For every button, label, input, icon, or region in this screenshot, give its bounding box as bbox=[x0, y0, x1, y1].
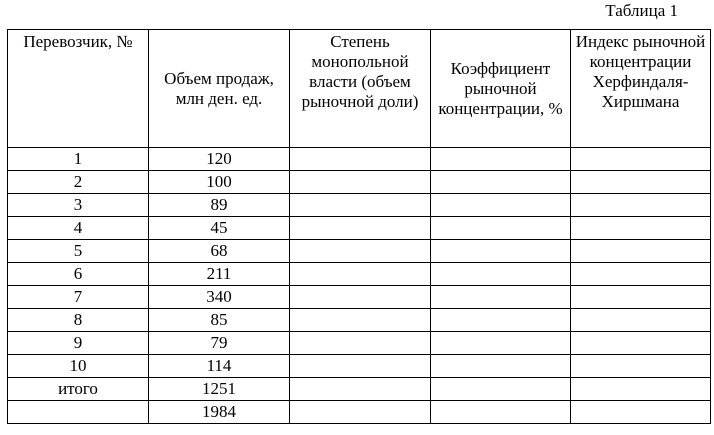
carrier-cell: 6 bbox=[8, 263, 149, 286]
empty-cell bbox=[290, 148, 431, 171]
empty-cell bbox=[571, 148, 711, 171]
empty-cell bbox=[290, 263, 431, 286]
table-row bbox=[8, 148, 711, 171]
empty-cell bbox=[571, 240, 711, 263]
empty-cell bbox=[571, 355, 711, 378]
header-monopoly-power: Степень монопольной власти (объем рыночной доли) bbox=[290, 30, 431, 148]
empty-cell bbox=[290, 171, 431, 194]
table-row bbox=[8, 217, 711, 240]
table-row bbox=[8, 240, 711, 263]
table-row bbox=[8, 286, 711, 309]
empty-cell bbox=[571, 217, 711, 240]
empty-cell bbox=[571, 171, 711, 194]
empty-cell bbox=[290, 286, 431, 309]
carrier-cell: 8 bbox=[8, 309, 149, 332]
market-concentration-table bbox=[7, 29, 711, 424]
table-row bbox=[8, 401, 711, 424]
carrier-cell: 2 bbox=[8, 171, 149, 194]
carrier-cell: 7 bbox=[8, 286, 149, 309]
sales-cell: 68 bbox=[149, 240, 290, 263]
sales-cell: 89 bbox=[149, 194, 290, 217]
empty-cell bbox=[431, 217, 571, 240]
empty-cell bbox=[431, 263, 571, 286]
table-row bbox=[8, 194, 711, 217]
table-caption: Таблица 1 bbox=[605, 1, 678, 20]
empty-cell bbox=[290, 309, 431, 332]
empty-cell bbox=[571, 286, 711, 309]
empty-cell bbox=[571, 401, 711, 424]
empty-cell bbox=[571, 194, 711, 217]
empty-cell bbox=[290, 217, 431, 240]
empty-cell bbox=[431, 286, 571, 309]
sales-cell: 100 bbox=[149, 171, 290, 194]
carrier-cell: 4 bbox=[8, 217, 149, 240]
carrier-cell: 5 bbox=[8, 240, 149, 263]
carrier-cell: 9 bbox=[8, 332, 149, 355]
empty-cell bbox=[290, 378, 431, 401]
header-hhi: Индекс рыночной концентрации Херфиндаля-Хиршмана bbox=[571, 30, 711, 148]
empty-cell bbox=[431, 355, 571, 378]
empty-cell bbox=[571, 309, 711, 332]
carrier-cell bbox=[8, 401, 149, 424]
empty-cell bbox=[431, 378, 571, 401]
empty-cell bbox=[431, 332, 571, 355]
sales-cell: 79 bbox=[149, 332, 290, 355]
empty-cell bbox=[431, 401, 571, 424]
table-row bbox=[8, 171, 711, 194]
empty-cell bbox=[290, 401, 431, 424]
empty-cell bbox=[431, 240, 571, 263]
sales-cell: 114 bbox=[149, 355, 290, 378]
table-row-total bbox=[8, 378, 711, 401]
table-header-row bbox=[8, 30, 711, 148]
empty-cell bbox=[290, 355, 431, 378]
carrier-cell: 3 bbox=[8, 194, 149, 217]
total-sales-cell: 1251 bbox=[149, 378, 290, 401]
empty-cell bbox=[431, 171, 571, 194]
empty-cell bbox=[290, 194, 431, 217]
header-sales-volume: Объем продаж, млн ден. ед. bbox=[149, 30, 290, 148]
carrier-cell: 1 bbox=[8, 148, 149, 171]
sales-cell: 45 bbox=[149, 217, 290, 240]
sales-cell: 211 bbox=[149, 263, 290, 286]
empty-cell bbox=[431, 148, 571, 171]
empty-cell bbox=[571, 263, 711, 286]
empty-cell bbox=[431, 309, 571, 332]
sales-cell: 340 bbox=[149, 286, 290, 309]
empty-cell bbox=[290, 240, 431, 263]
empty-cell bbox=[431, 194, 571, 217]
empty-cell bbox=[571, 378, 711, 401]
total-label-cell: итого bbox=[8, 378, 149, 401]
empty-cell bbox=[571, 332, 711, 355]
sales-cell: 120 bbox=[149, 148, 290, 171]
table-row bbox=[8, 355, 711, 378]
header-concentration-ratio: Коэффициент рыночной концентрации, % bbox=[431, 30, 571, 148]
empty-cell bbox=[290, 332, 431, 355]
table-row bbox=[8, 332, 711, 355]
carrier-cell: 10 bbox=[8, 355, 149, 378]
table-row bbox=[8, 309, 711, 332]
sales-cell: 1984 bbox=[149, 401, 290, 424]
header-carrier: Перевозчик, № bbox=[8, 30, 149, 148]
table-row bbox=[8, 263, 711, 286]
sales-cell: 85 bbox=[149, 309, 290, 332]
